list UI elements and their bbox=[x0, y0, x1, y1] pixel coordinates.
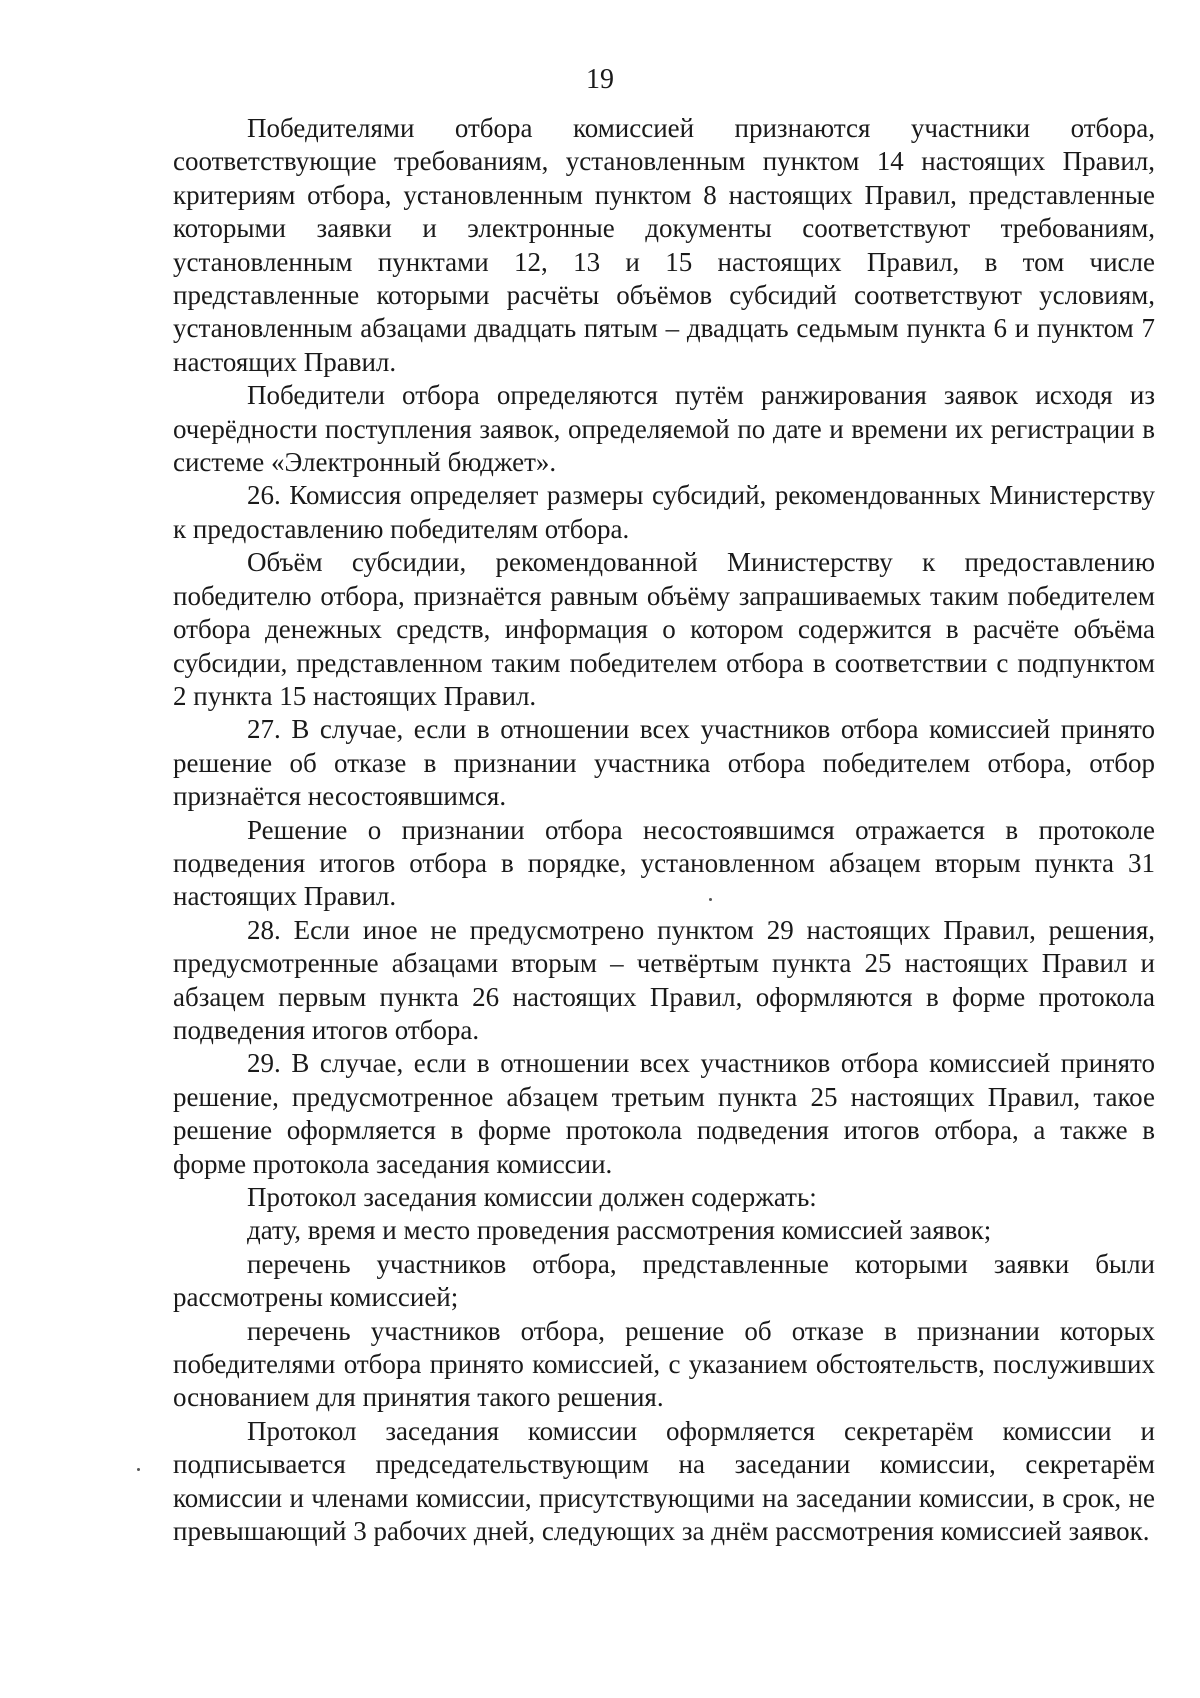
scan-speck bbox=[137, 1468, 140, 1471]
paragraph: Протокол заседания комиссии должен содержать: bbox=[247, 1182, 817, 1212]
paragraph: Победители отбора определяются путём ранжирования заявок исходя из очерёдности поступления заявок, определяемой по дате и времени их регистрации в системе «Электронный бюджет». bbox=[173, 380, 1155, 478]
paragraph: Протокол заседания комиссии оформляется секретарём комиссии и подписывается председательствующим на заседании комиссии, секретарём комиссии и членами комиссии, присутствующими на заседании комиссии, в срок, не превышающий 3 рабочих дней, следующих за днём рассмотрения комиссией заявок. bbox=[173, 1415, 1155, 1547]
paragraph: Победителями отбора комиссией признаются участники отбора, соответствующие требованиям, установленным пунктом 14 настоящих Правил, критериям отбора, установленным пунктом 8 настоящих Правил, представленные которыми заявки и электронные документы соответствуют требованиям, установленным пунктами 12, 13 и 15 настоящих Правил, в том числе представленные которыми расчёты объёмов субсидий соответствуют условиям, установленным абзацами двадцать пятым – двадцать седьмым пункта 6 и пунктом 7 настоящих Правил. bbox=[173, 113, 1155, 377]
page-number: 19 bbox=[586, 64, 614, 95]
paragraph: перечень участников отбора, решение об отказе в признании которых победителями отбора принято комиссией, с указанием обстоятельств, послуживших основанием для принятия такого решения. bbox=[173, 1315, 1155, 1413]
scan-speck bbox=[709, 898, 712, 901]
document-body bbox=[173, 112, 1155, 1548]
paragraph: 29. В случае, если в отношении всех участников отбора комиссией принято решение, предусмотренное абзацем третьим пункта 25 настоящих Правил, такое решение оформляется в форме протокола подведения итогов отбора, а также в форме протокола заседания комиссии. bbox=[173, 1048, 1155, 1179]
paragraph: перечень участников отбора, представленные которыми заявки были рассмотрены комиссией; bbox=[173, 1248, 1155, 1313]
paragraph: дату, время и место проведения рассмотрения комиссией заявок; bbox=[247, 1215, 992, 1246]
paragraph: 26. Комиссия определяет размеры субсидий, рекомендованных Министерству к предоставлению победителям отбора. bbox=[173, 480, 1155, 544]
paragraph: 27. В случае, если в отношении всех участников отбора комиссией принято решение об отказе в признании участника отбора победителем отбора, отбор признаётся несостоявшимся. bbox=[173, 714, 1155, 812]
paragraph: Решение о признании отбора несостоявшимся отражается в протоколе подведения итогов отбора в порядке, установленном абзацем вторым пункта 31 настоящих Правил. bbox=[173, 814, 1155, 912]
paragraph: Объём субсидии, рекомендованной Министерству к предоставлению победителю отбора, признаётся равным объёму запрашиваемых таким победителем отбора денежных средств, информация о котором содержится в расчёте объёма субсидии, представленном таким победителем отбора в соответствии с подпунктом 2 пункта 15 настоящих Правил. bbox=[173, 547, 1155, 711]
paragraph: 28. Если иное не предусмотрено пунктом 29 настоящих Правил, решения, предусмотренные абзацами вторым – четвёртым пункта 25 настоящих Правил и абзацем первым пункта 26 настоящих Правил, оформляются в форме протокола подведения итогов отбора. bbox=[173, 914, 1155, 1045]
